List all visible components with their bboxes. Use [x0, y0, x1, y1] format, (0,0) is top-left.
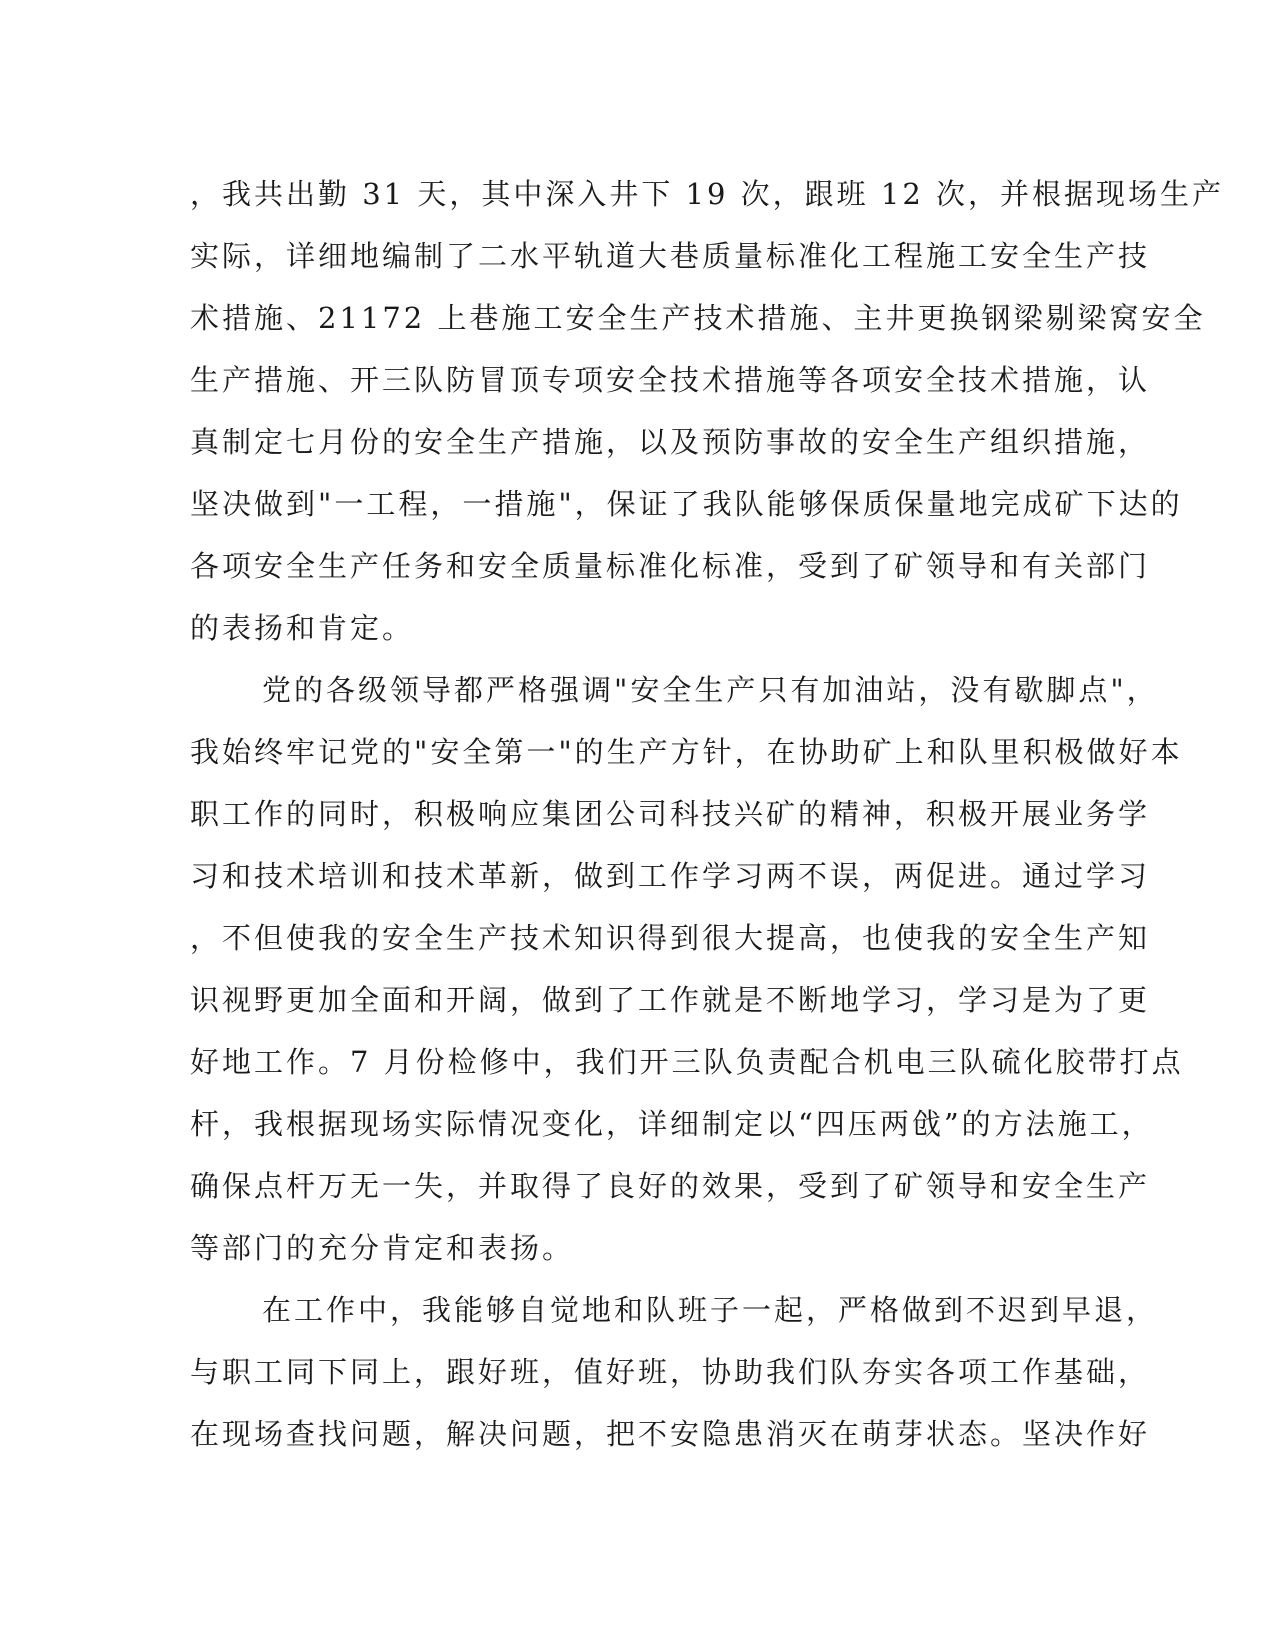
text-line: 与职工同下同上，跟好班，值好班，协助我们队夯实各项工作基础， — [190, 1355, 1151, 1389]
text-line: 杆，我根据现场实际情况变化，详细制定以“四压两戗”的方法施工， — [190, 1107, 1154, 1141]
text-line: 职工作的同时，积极响应集团公司科技兴矿的精神，积极开展业务学 — [190, 797, 1151, 831]
text-line: 习和技术培训和技术革新，做到工作学习两不误，两促进。通过学习 — [190, 859, 1151, 893]
text-line: 术措施、21172 上巷施工安全生产技术措施、主井更换钢梁剔梁窝安全 — [190, 301, 1206, 335]
text-line: 在现场查找问题，解决问题，把不安隐患消灭在萌芽状态。坚决作好 — [190, 1417, 1151, 1451]
text-line: 各项安全生产任务和安全质量标准化标准，受到了矿领导和有关部门 — [190, 549, 1151, 583]
text-line: 确保点杆万无一失，并取得了良好的效果，受到了矿领导和安全生产 — [190, 1169, 1151, 1203]
text-line: 的表扬和肯定。 — [190, 611, 415, 645]
text-line: 我始终牢记党的"安全第一"的生产方针，在协助矿上和队里积极做好本 — [190, 735, 1183, 769]
text-line: ，我共出勤 31 天，其中深入井下 19 次，跟班 12 次，并根据现场生产 — [190, 177, 1225, 211]
body-text — [190, 163, 1225, 1465]
text-line: 等部门的充分肯定和表扬。 — [190, 1231, 575, 1265]
paragraph-first-line: 在工作中，我能够自觉地和队班子一起，严格做到不迟到早退， — [262, 1293, 1159, 1327]
text-line: 真制定七月份的安全生产措施，以及预防事故的安全生产组织措施， — [190, 425, 1151, 459]
text-line: 识视野更加全面和开阔，做到了工作就是不断地学习，学习是为了更 — [190, 983, 1151, 1017]
text-line: 实际，详细地编制了二水平轨道大巷质量标准化工程施工安全生产技 — [190, 239, 1151, 273]
text-line: 好地工作。7 月份检修中，我们开三队负责配合机电三队硫化胶带打点 — [190, 1045, 1184, 1079]
paragraph-first-line: 党的各级领导都严格强调"安全生产只有加油站，没有歇脚点"， — [262, 673, 1159, 707]
text-line: 生产措施、开三队防冒顶专项安全技术措施等各项安全技术措施，认 — [190, 363, 1151, 397]
text-line: ，不但使我的安全生产技术知识得到很大提高，也使我的安全生产知 — [190, 921, 1151, 955]
text-line: 坚决做到"一工程，一措施"，保证了我队能够保质保量地完成矿下达的 — [190, 487, 1183, 521]
